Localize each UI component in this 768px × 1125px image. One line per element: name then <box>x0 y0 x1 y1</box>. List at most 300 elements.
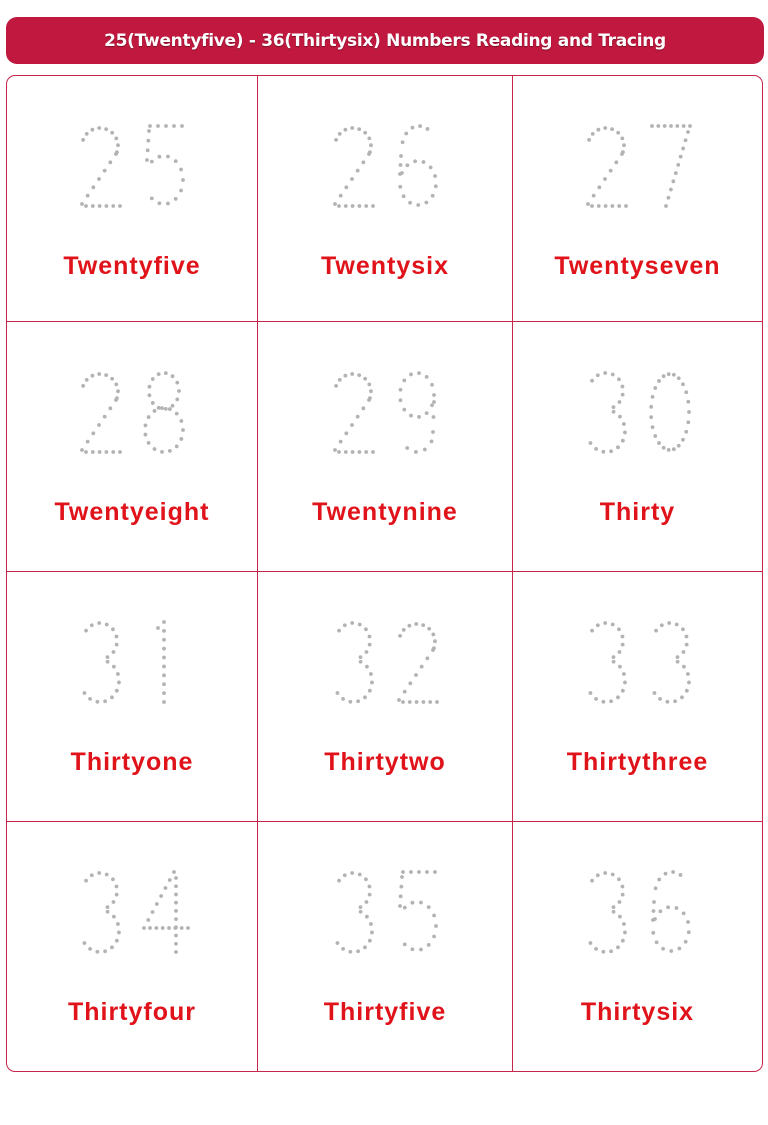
dotted-number <box>57 366 207 458</box>
trace-dot <box>686 920 690 924</box>
trace-dot <box>166 202 170 206</box>
trace-dot <box>343 623 347 627</box>
trace-dot <box>86 194 90 198</box>
trace-dot <box>650 425 654 429</box>
trace-dot <box>617 900 621 904</box>
trace-dot <box>351 204 355 208</box>
trace-dot <box>414 450 418 454</box>
trace-dot <box>147 415 151 419</box>
trace-dot <box>414 622 418 626</box>
trace-dot <box>348 950 352 954</box>
trace-dot <box>148 124 152 128</box>
trace-dot <box>369 143 373 147</box>
trace-dot <box>116 389 120 393</box>
trace-dot <box>369 672 373 676</box>
trace-dot <box>368 885 372 889</box>
trace-dot <box>172 870 176 874</box>
trace-dot <box>84 879 88 883</box>
page-title: 25(Twentyfive) - 36(Thirtysix) Numbers Reading and Tracing <box>6 17 764 64</box>
trace-dot <box>665 700 669 704</box>
trace-dot <box>657 878 661 882</box>
trace-dot <box>358 873 362 877</box>
trace-dot <box>159 894 163 898</box>
trace-dot <box>334 138 338 142</box>
trace-dot <box>180 124 184 128</box>
trace-dot <box>365 900 369 904</box>
trace-dot <box>617 877 621 881</box>
trace-dot <box>397 698 401 702</box>
trace-dot <box>595 623 599 627</box>
trace-dot <box>97 372 101 376</box>
trace-dot <box>151 910 155 914</box>
trace-dot <box>610 373 614 377</box>
number-word: Thirtyone <box>70 748 194 776</box>
trace-dot <box>398 904 402 908</box>
trace-dot <box>363 131 367 135</box>
trace-dot <box>112 900 116 904</box>
trace-dot <box>116 143 120 147</box>
trace-dot <box>91 204 95 208</box>
number-card <box>513 76 762 322</box>
number-word: Thirtyfive <box>323 998 447 1026</box>
trace-dot <box>623 931 627 935</box>
number-word: Thirtyfour <box>67 998 197 1026</box>
trace-dot <box>408 201 412 205</box>
trace-dot <box>162 647 166 651</box>
trace-dot <box>617 627 621 631</box>
trace-dot <box>371 204 375 208</box>
trace-dot <box>368 635 372 639</box>
trace-dot <box>654 940 658 944</box>
trace-dot <box>160 450 164 454</box>
trace-dot <box>97 871 101 875</box>
trace-dot <box>620 689 624 693</box>
trace-dot <box>399 154 403 158</box>
trace-dot <box>338 378 342 382</box>
trace-dot <box>597 185 601 189</box>
trace-dot <box>348 700 352 704</box>
trace-dot <box>594 447 598 451</box>
trace-dot <box>172 124 176 128</box>
trace-dot <box>653 434 657 438</box>
trace-dot <box>344 185 348 189</box>
trace-dot <box>430 403 434 407</box>
trace-dot <box>344 450 348 454</box>
trace-dot <box>656 124 660 128</box>
trace-dot <box>429 165 433 169</box>
trace-dot <box>180 926 184 930</box>
trace-dot <box>681 382 685 386</box>
trace-dot <box>144 433 148 437</box>
trace-dot <box>105 204 109 208</box>
trace-dot <box>364 877 368 881</box>
trace-dot <box>179 168 183 172</box>
trace-dot <box>681 438 685 442</box>
trace-dot <box>681 650 685 654</box>
trace-dot <box>610 623 614 627</box>
trace-dot <box>181 178 185 182</box>
trace-dot <box>371 450 375 454</box>
trace-dot <box>608 169 612 173</box>
trace-dot <box>350 177 354 181</box>
trace-dot <box>664 204 668 208</box>
trace-dot <box>174 934 178 938</box>
trace-dot <box>186 926 190 930</box>
trace-dot <box>417 371 421 375</box>
trace-dot <box>681 147 685 151</box>
trace-dot <box>684 635 688 639</box>
trace-dot <box>614 160 618 164</box>
trace-dot <box>162 673 166 677</box>
trace-dot <box>359 905 363 909</box>
trace-dot <box>167 926 171 930</box>
trace-dot <box>603 177 607 181</box>
trace-dot <box>357 127 361 131</box>
trace-dot <box>112 665 116 669</box>
trace-dot <box>610 204 614 208</box>
trace-dot <box>408 700 412 704</box>
number-word: Thirty <box>599 498 676 526</box>
trace-dot <box>112 650 116 654</box>
trace-dot <box>115 635 119 639</box>
trace-dot <box>111 877 115 881</box>
trace-dot <box>363 377 367 381</box>
trace-dot <box>590 379 594 383</box>
trace-dot <box>591 194 595 198</box>
number-card <box>258 572 513 822</box>
trace-dot <box>174 942 178 946</box>
trace-dot <box>430 440 434 444</box>
trace-dot <box>688 124 692 128</box>
trace-dot <box>84 629 88 633</box>
trace-dot <box>162 691 166 695</box>
trace-dot <box>369 922 373 926</box>
trace-dot <box>175 412 179 416</box>
trace-dot <box>587 138 591 142</box>
trace-dot <box>409 414 413 418</box>
trace-dot <box>117 931 121 935</box>
trace-dot <box>611 655 615 659</box>
trace-dot <box>110 131 114 135</box>
trace-dot <box>674 623 678 627</box>
dotted-number <box>57 866 207 958</box>
trace-dot <box>413 159 417 163</box>
trace-dot <box>603 621 607 625</box>
trace-dot <box>399 894 403 898</box>
trace-dot <box>686 420 690 424</box>
number-card <box>7 76 258 322</box>
trace-dot <box>154 926 158 930</box>
trace-dot <box>171 374 175 378</box>
trace-dot <box>673 171 677 175</box>
trace-dot <box>408 681 412 685</box>
trace-dot <box>425 870 429 874</box>
trace-dot <box>339 194 343 198</box>
trace-dot <box>431 194 435 198</box>
trace-dot <box>654 629 658 633</box>
trace-dot <box>675 660 679 664</box>
trace-dot <box>110 695 114 699</box>
trace-dot <box>164 886 168 890</box>
trace-dot <box>104 127 108 131</box>
trace-dot <box>156 124 160 128</box>
trace-dot <box>363 695 367 699</box>
trace-dot <box>146 148 150 152</box>
trace-dot <box>174 197 178 201</box>
trace-dot <box>153 409 157 413</box>
trace-dot <box>427 627 431 631</box>
trace-dot <box>620 136 624 140</box>
trace-dot <box>118 450 122 454</box>
trace-dot <box>650 395 654 399</box>
trace-dot <box>411 126 415 130</box>
trace-dot <box>609 699 613 703</box>
trace-dot <box>174 876 178 880</box>
trace-dot <box>111 627 115 631</box>
trace-dot <box>402 628 406 632</box>
trace-dot <box>403 942 407 946</box>
trace-dot <box>160 406 164 410</box>
trace-dot <box>115 643 119 647</box>
trace-dot <box>400 171 404 175</box>
trace-dot <box>603 871 607 875</box>
trace-dot <box>411 901 415 905</box>
trace-dot <box>405 163 409 167</box>
trace-dot <box>610 127 614 131</box>
trace-dot <box>611 660 615 664</box>
trace-dot <box>683 138 687 142</box>
trace-dot <box>434 184 438 188</box>
trace-dot <box>668 188 672 192</box>
trace-dot <box>350 871 354 875</box>
trace-dot <box>431 648 435 652</box>
trace-dot <box>658 697 662 701</box>
trace-dot <box>653 386 657 390</box>
number-card <box>7 822 258 1071</box>
trace-dot <box>337 629 341 633</box>
trace-dot <box>666 372 670 376</box>
trace-dot <box>671 870 675 874</box>
trace-dot <box>359 910 363 914</box>
trace-dot <box>179 437 183 441</box>
trace-dot <box>336 691 340 695</box>
trace-dot <box>620 439 624 443</box>
trace-dot <box>657 379 661 383</box>
number-word: Twentynine <box>312 498 458 526</box>
trace-dot <box>425 656 429 660</box>
dotted-number <box>310 616 460 708</box>
trace-dot <box>356 699 360 703</box>
dotted-number <box>310 120 460 212</box>
trace-dot <box>667 621 671 625</box>
trace-dot <box>95 700 99 704</box>
trace-dot <box>81 384 85 388</box>
trace-dot <box>651 909 655 913</box>
trace-dot <box>144 424 148 428</box>
trace-dot <box>358 623 362 627</box>
trace-dot <box>422 700 426 704</box>
trace-dot <box>98 204 102 208</box>
trace-dot <box>83 691 87 695</box>
trace-dot <box>678 873 682 877</box>
number-card <box>258 822 513 1071</box>
trace-dot <box>623 431 627 435</box>
number-word: Twentyseven <box>554 252 721 280</box>
trace-dot <box>622 143 626 147</box>
trace-dot <box>684 689 688 693</box>
trace-dot <box>344 431 348 435</box>
trace-dot <box>369 389 373 393</box>
trace-dot <box>337 879 341 883</box>
trace-dot <box>432 393 436 397</box>
trace-dot <box>81 138 85 142</box>
trace-dot <box>686 930 690 934</box>
number-word: Twentysix <box>320 252 450 280</box>
trace-dot <box>181 428 185 432</box>
number-card <box>513 822 762 1071</box>
trace-dot <box>609 949 613 953</box>
trace-dot <box>611 405 615 409</box>
number-word: Thirtythree <box>566 748 709 776</box>
trace-dot <box>618 665 622 669</box>
trace-dot <box>365 915 369 919</box>
trace-dot <box>114 382 118 386</box>
trace-dot <box>103 415 107 419</box>
trace-dot <box>400 875 404 879</box>
trace-dot <box>175 397 179 401</box>
trace-dot <box>684 643 688 647</box>
trace-dot <box>417 415 421 419</box>
trace-dot <box>588 941 592 945</box>
trace-dot <box>409 870 413 874</box>
trace-dot <box>686 130 690 134</box>
trace-dot <box>428 700 432 704</box>
trace-dot <box>601 700 605 704</box>
trace-dot <box>623 681 627 685</box>
trace-dot <box>168 449 172 453</box>
trace-dot <box>399 163 403 167</box>
trace-dot <box>367 382 371 386</box>
trace-dot <box>403 690 407 694</box>
trace-dot <box>151 401 155 405</box>
trace-dot <box>155 902 159 906</box>
trace-dot <box>653 917 657 921</box>
dotted-number <box>563 366 713 458</box>
trace-dot <box>594 947 598 951</box>
trace-dot <box>686 672 690 676</box>
trace-dot <box>174 925 178 929</box>
trace-dot <box>351 450 355 454</box>
trace-dot <box>431 430 435 434</box>
trace-dot <box>174 884 178 888</box>
trace-dot <box>365 650 369 654</box>
trace-dot <box>370 931 374 935</box>
trace-dot <box>618 915 622 919</box>
trace-dot <box>115 689 119 693</box>
trace-dot <box>419 901 423 905</box>
trace-dot <box>337 450 341 454</box>
trace-dot <box>433 174 437 178</box>
trace-dot <box>651 931 655 935</box>
trace-dot <box>356 949 360 953</box>
dotted-number <box>310 366 460 458</box>
trace-dot <box>652 691 656 695</box>
trace-dot <box>669 949 673 953</box>
trace-dot <box>363 945 367 949</box>
trace-dot <box>590 204 594 208</box>
trace-dot <box>147 441 151 445</box>
trace-dot <box>671 373 675 377</box>
trace-dot <box>356 169 360 173</box>
trace-dot <box>433 870 437 874</box>
trace-dot <box>105 873 109 877</box>
trace-dot <box>90 873 94 877</box>
trace-dot <box>175 381 179 385</box>
trace-dot <box>175 444 179 448</box>
trace-dot <box>162 700 166 704</box>
trace-dot <box>115 885 119 889</box>
trace-dot <box>333 448 337 452</box>
trace-dot <box>671 447 675 451</box>
trace-dot <box>687 410 691 414</box>
trace-dot <box>97 423 101 427</box>
trace-dot <box>590 132 594 136</box>
trace-dot <box>419 948 423 952</box>
number-card <box>513 572 762 822</box>
trace-dot <box>402 194 406 198</box>
trace-dot <box>617 204 621 208</box>
trace-dot <box>677 947 681 951</box>
trace-dot <box>603 204 607 208</box>
trace-dot <box>364 627 368 631</box>
trace-dot <box>398 185 402 189</box>
trace-dot <box>657 441 661 445</box>
trace-dot <box>616 131 620 135</box>
trace-dot <box>401 700 405 704</box>
trace-dot <box>157 406 161 410</box>
trace-dot <box>157 372 161 376</box>
trace-dot <box>359 660 363 664</box>
trace-dot <box>590 879 594 883</box>
trace-dot <box>673 699 677 703</box>
trace-dot <box>104 373 108 377</box>
trace-dot <box>85 378 89 382</box>
trace-dot <box>174 159 178 163</box>
trace-dot <box>411 947 415 951</box>
trace-dot <box>361 160 365 164</box>
dotted-number <box>563 120 713 212</box>
trace-dot <box>368 643 372 647</box>
trace-dot <box>106 910 110 914</box>
trace-dot <box>432 935 436 939</box>
trace-dot <box>97 621 101 625</box>
trace-dot <box>162 665 166 669</box>
trace-dot <box>622 922 626 926</box>
trace-dot <box>403 906 407 910</box>
trace-dot <box>610 873 614 877</box>
trace-dot <box>594 697 598 701</box>
trace-dot <box>653 886 657 890</box>
trace-dot <box>596 128 600 132</box>
trace-dot <box>86 440 90 444</box>
trace-dot <box>399 885 403 889</box>
trace-dot <box>662 124 666 128</box>
trace-dot <box>622 672 626 676</box>
trace-dot <box>337 204 341 208</box>
trace-dot <box>609 449 613 453</box>
trace-dot <box>106 655 110 659</box>
dotted-number <box>310 866 460 958</box>
